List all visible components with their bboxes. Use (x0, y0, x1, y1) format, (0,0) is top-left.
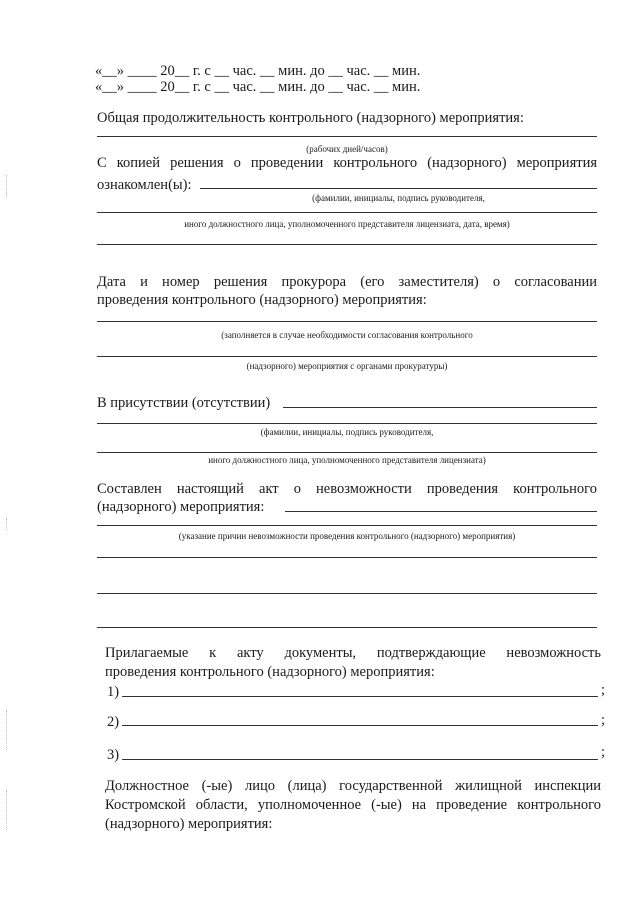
impossibility-line-1: Составлен настоящий акт о невозможности проведения контрольного (97, 481, 597, 497)
familiarized-caption-1: (фамилии, инициалы, подпись руководителя, (312, 193, 485, 203)
prosecutor-field-1[interactable] (97, 321, 597, 322)
time-line-2: «__» ____ 20__ г. с __ час. __ мин. до __ час. __ мин. (95, 79, 421, 95)
scan-mark (6, 790, 7, 830)
prosecutor-field-2[interactable] (97, 356, 597, 357)
attachment-number-3: 3) (107, 747, 120, 763)
prosecutor-line-2: проведения контрольного (надзорного) мероприятия: (97, 292, 427, 308)
presence-caption-2: иного должностного лица, уполномоченного представителя лицензиата) (208, 455, 486, 465)
impossibility-field-3[interactable] (97, 557, 597, 558)
attachment-field-2[interactable] (122, 725, 598, 726)
impossibility-field-1[interactable] (285, 511, 597, 512)
duration-label: Общая продолжительность контрольного (надзорного) мероприятия: (97, 110, 524, 126)
familiarized-line-1: С копией решения о проведении контрольного (надзорного) мероприятия (97, 155, 597, 171)
duration-caption: (рабочих дней/часов) (306, 144, 388, 154)
scan-mark (6, 710, 7, 750)
scan-mark (6, 175, 7, 197)
presence-field-3[interactable] (97, 452, 597, 453)
presence-caption-1: (фамилии, инициалы, подпись руководителя, (260, 427, 434, 437)
prosecutor-caption-2: (надзорного) мероприятия с органами прокуратуры) (246, 361, 448, 371)
familiarized-field-3[interactable] (97, 244, 597, 245)
impossibility-field-5[interactable] (97, 627, 597, 628)
impossibility-field-4[interactable] (97, 593, 597, 594)
official-line-2: Костромской области, уполномоченное (-ые) на проведение контрольного (105, 797, 601, 813)
presence-field-2[interactable] (97, 423, 597, 424)
familiarized-field-1[interactable] (200, 188, 597, 189)
attachment-number-1: 1) (107, 684, 120, 700)
familiarized-field-2[interactable] (97, 212, 597, 213)
prosecutor-caption-1: (заполняется в случае необходимости согласования контрольного (221, 330, 473, 340)
duration-field[interactable] (97, 136, 597, 137)
presence-label: В присутствии (отсутствии) (97, 395, 271, 411)
familiarized-line-2: ознакомлен(ы): (97, 177, 192, 193)
attachment-field-3[interactable] (122, 759, 598, 760)
impossibility-caption: (указание причин невозможности проведения контрольного (надзорного) мероприятия) (178, 531, 516, 541)
attachment-field-1[interactable] (122, 696, 598, 697)
attachment-terminator-1: ; (601, 682, 606, 698)
attachment-terminator-3: ; (601, 744, 606, 760)
familiarized-caption-2: иного должностного лица, уполномоченного представителя лицензиата, дата, время) (184, 219, 510, 229)
scan-mark (6, 518, 7, 530)
impossibility-field-2[interactable] (97, 525, 597, 526)
attachments-line-2: проведения контрольного (надзорного) мероприятия: (105, 664, 435, 680)
impossibility-line-2: (надзорного) мероприятия: (97, 499, 265, 515)
time-line-1: «__» ____ 20__ г. с __ час. __ мин. до __ час. __ мин. (95, 63, 421, 79)
official-line-3: (надзорного) мероприятия: (105, 816, 273, 832)
attachment-terminator-2: ; (601, 712, 606, 728)
presence-field-1[interactable] (283, 407, 597, 408)
attachment-number-2: 2) (107, 714, 120, 730)
attachments-line-1: Прилагаемые к акту документы, подтверждающие невозможность (105, 645, 601, 661)
official-line-1: Должностное (-ые) лицо (лица) государственной жилищной инспекции (105, 778, 601, 794)
prosecutor-line-1: Дата и номер решения прокурора (его заместителя) о согласовании (97, 274, 597, 290)
